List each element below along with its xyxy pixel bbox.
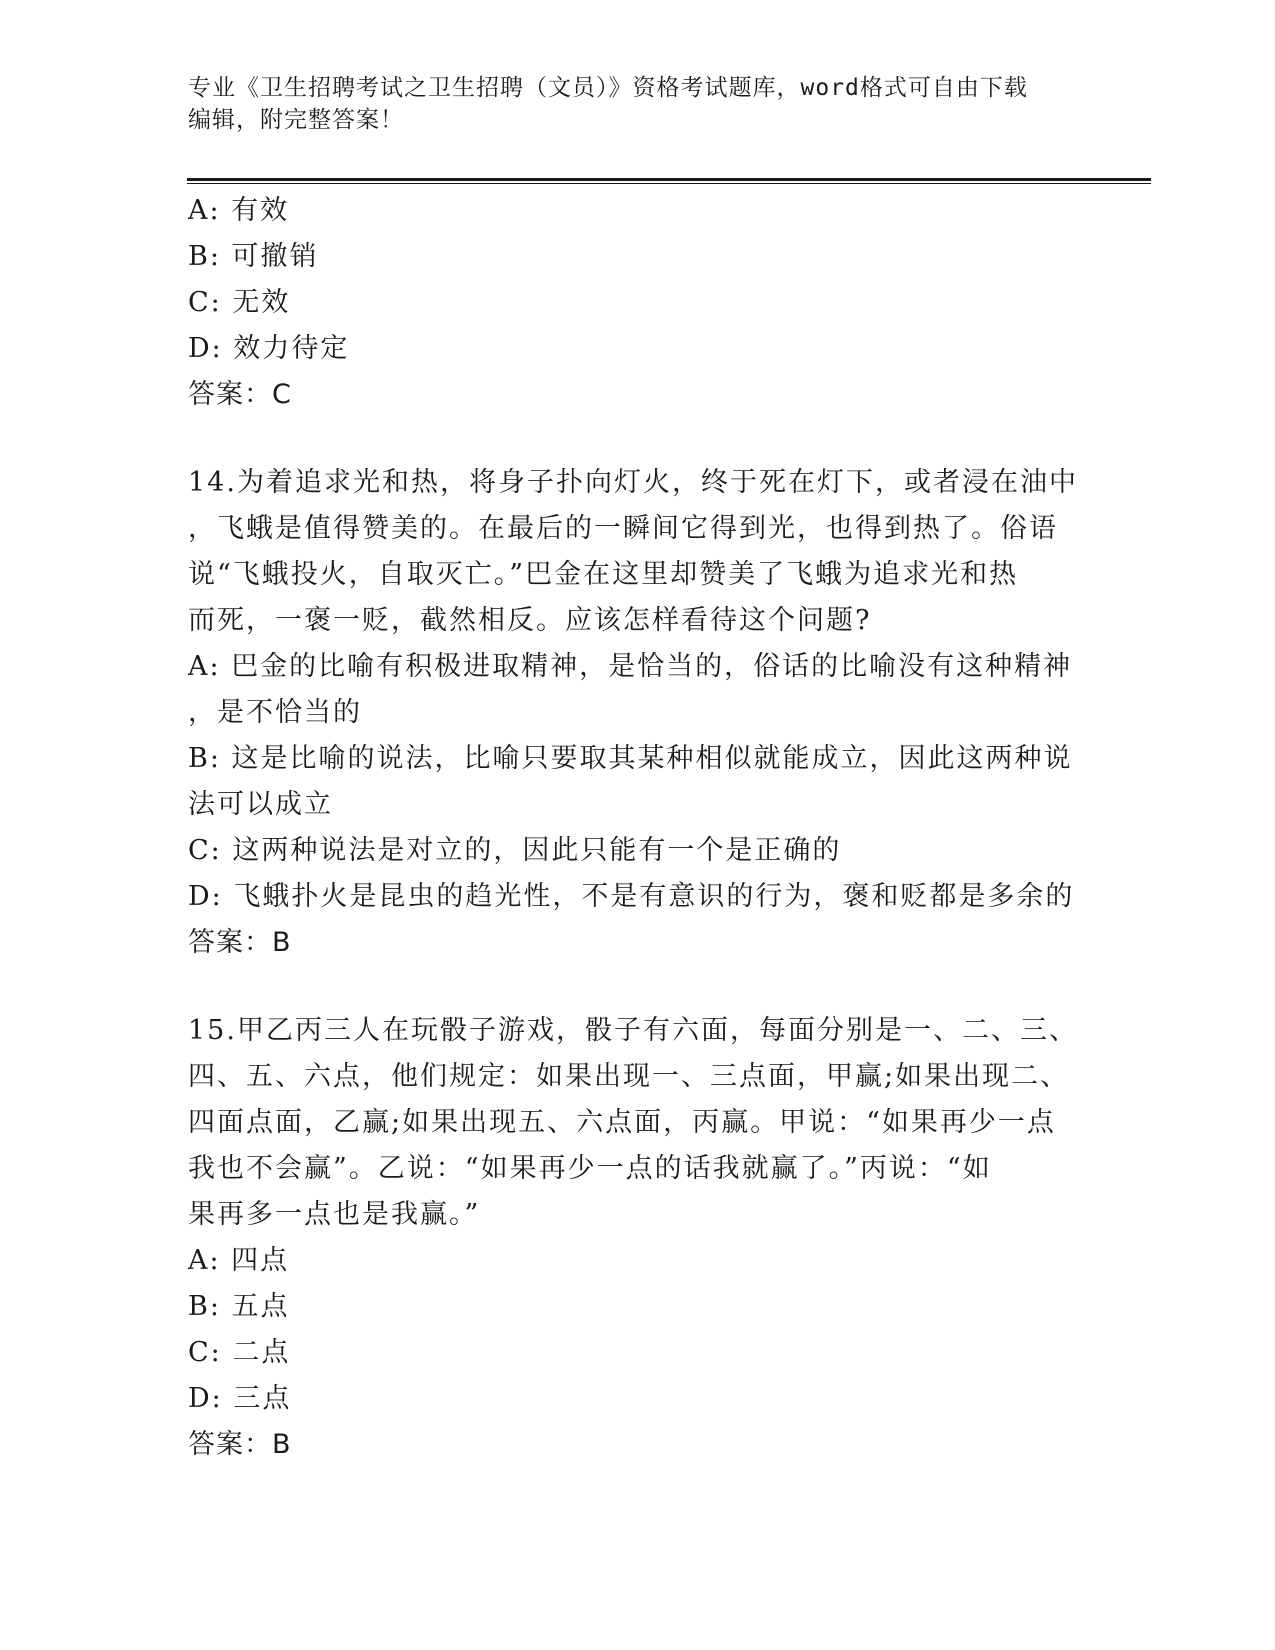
option-b: B: 五点	[188, 1291, 290, 1322]
previous-question	[188, 188, 1088, 418]
question-text-line: 果再多一点也是我赢。”	[188, 1199, 481, 1230]
header-line-1: 专业《卫生招聘考试之卫生招聘（文员）》资格考试题库，word格式可自由下载	[188, 75, 1028, 101]
option-a-continued: ，是不恰当的	[188, 697, 362, 728]
question-15	[188, 1008, 1088, 1468]
option-d: D: 飞蛾扑火是昆虫的趋光性，不是有意识的行为，褒和贬都是多余的	[188, 881, 1075, 912]
header-divider-thin	[187, 183, 1151, 184]
question-text-line: 说“飞蛾投火，自取灭亡。”巴金在这里却赞美了飞蛾为追求光和热	[188, 559, 1019, 590]
option-b-continued: 法可以成立	[188, 789, 333, 820]
header-divider-thick	[187, 178, 1151, 181]
option-a: A: 有效	[188, 195, 290, 226]
option-c: C: 这两种说法是对立的，因此只能有一个是正确的	[188, 835, 842, 866]
option-a: A: 四点	[188, 1245, 290, 1276]
question-text-line: 15.甲乙丙三人在玩骰子游戏，骰子有六面，每面分别是一、二、三、	[188, 1015, 1078, 1046]
question-text-line: 14.为着追求光和热，将身子扑向灯火，终于死在灯下，或者浸在油中	[188, 467, 1078, 498]
answer: 答案：C	[188, 379, 292, 410]
option-c: C: 无效	[188, 287, 291, 318]
question-text-line: 四、五、六点，他们规定：如果出现一、三点面，甲赢;如果出现二、	[188, 1061, 1070, 1092]
option-a: A: 巴金的比喻有积极进取精神，是恰当的，俗话的比喻没有这种精神	[188, 651, 1073, 682]
question-14	[188, 460, 1088, 966]
option-d: D: 效力待定	[188, 333, 350, 364]
question-text-line: ，飞蛾是值得赞美的。在最后的一瞬间它得到光，也得到热了。俗语	[188, 513, 1058, 544]
question-text-line: 我也不会赢”。乙说：“如果再少一点的话我就赢了。”丙说：“如	[188, 1153, 992, 1184]
answer: 答案：B	[188, 1429, 292, 1460]
document-header	[188, 72, 1068, 136]
question-text-line: 四面点面，乙赢;如果出现五、六点面，丙赢。甲说：“如果再少一点	[188, 1107, 1056, 1138]
question-text-line: 而死，一褒一贬，截然相反。应该怎样看待这个问题?	[188, 605, 872, 636]
option-d: D: 三点	[188, 1383, 292, 1414]
header-line-2: 编辑，附完整答案！	[188, 107, 404, 133]
option-b: B: 这是比喻的说法，比喻只要取其某种相似就能成立，因此这两种说	[188, 743, 1073, 774]
document-body	[188, 188, 1088, 1468]
option-c: C: 二点	[188, 1337, 291, 1368]
answer: 答案：B	[188, 927, 292, 958]
option-b: B: 可撤销	[188, 241, 319, 272]
